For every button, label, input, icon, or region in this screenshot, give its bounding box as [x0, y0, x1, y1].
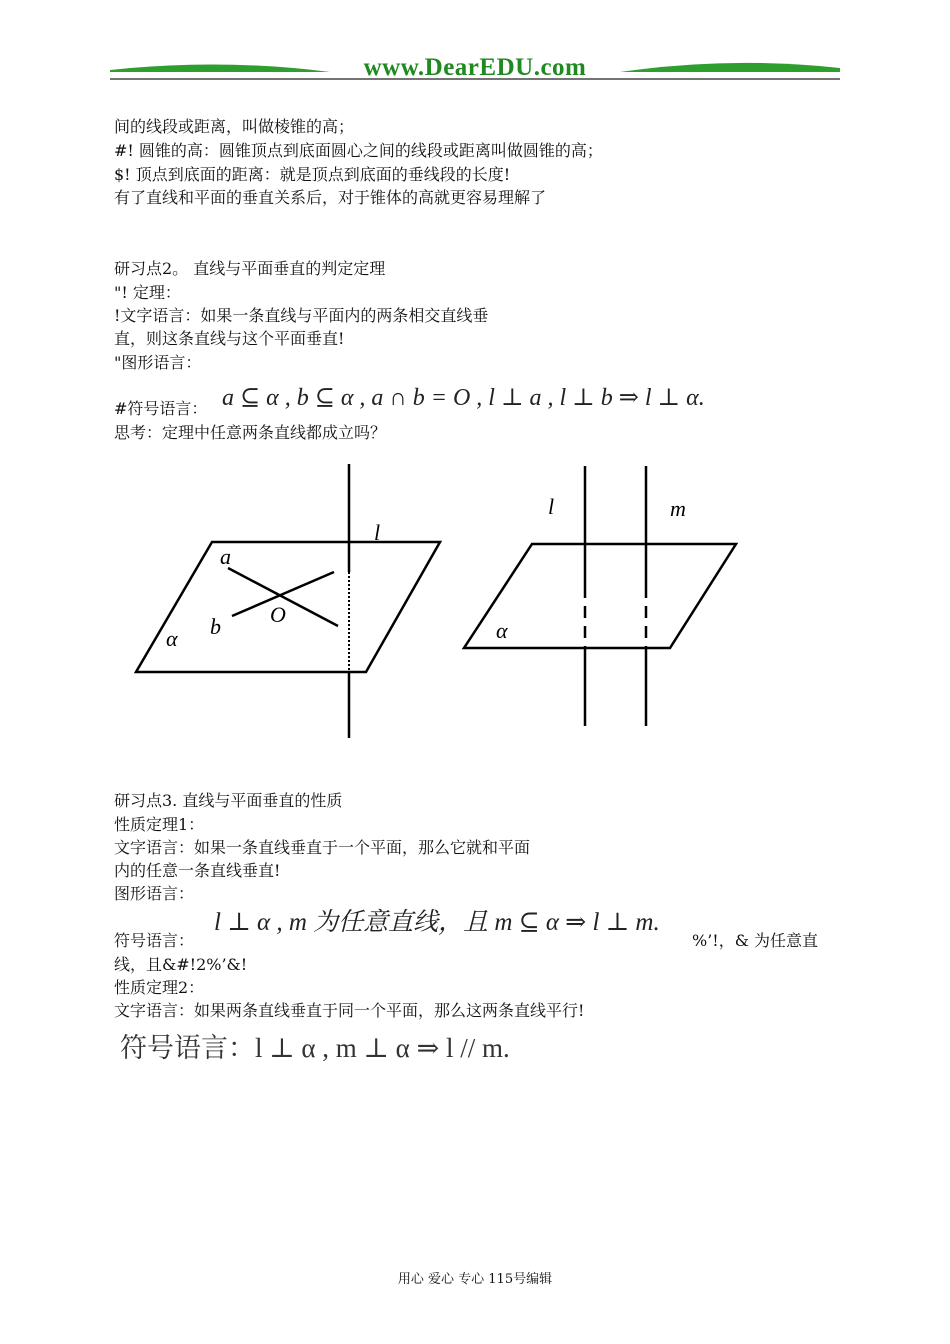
text-line: "! 定理：	[114, 283, 181, 302]
section-title: 研习点3. 直线与平面垂直的性质	[114, 791, 343, 810]
page-footer: 用心 爱心 专心 115号编辑	[397, 1272, 553, 1287]
formula: a ⊆ α , b ⊆ α , a ∩ b = O , l ⊥ a , l ⊥ b ⇒ l ⊥ α.	[222, 385, 705, 411]
text-line: "图形语言：	[114, 353, 202, 372]
text-line: !文字语言：如果一条直线与平面内的两条相交直线垂	[114, 306, 489, 325]
text-line: $! 顶点到底面的距离：就是顶点到底面的垂线段的长度!	[114, 165, 511, 184]
text-line: %’!，& 为任意直	[692, 931, 819, 950]
figure-right	[460, 462, 746, 730]
text-line: 符号语言：	[114, 931, 195, 950]
text-line: 内的任意一条直线垂直!	[114, 861, 281, 880]
label-alpha: α	[496, 618, 508, 643]
label-a: a	[220, 544, 231, 569]
text-line: 性质定理2：	[114, 978, 205, 997]
label-b: b	[210, 614, 221, 639]
text-line: #! 圆锥的高：圆锥顶点到底面圆心之间的线段或距离叫做圆锥的高；	[114, 141, 603, 160]
text-line: 图形语言：	[114, 884, 195, 903]
text-line: 文字语言：如果一条直线垂直于一个平面，那么它就和平面	[114, 838, 531, 857]
text-line: 间的线段或距离，叫做棱锥的高；	[114, 117, 355, 136]
figure-left	[130, 460, 450, 742]
section-title: 研习点2。 直线与平面垂直的判定定理	[114, 259, 386, 278]
text-line: 线，且&#!2%’&!	[114, 955, 248, 974]
text-line: 性质定理1：	[114, 815, 205, 834]
text-line: 文字语言：如果两条直线垂直于同一个平面，那么这两条直线平行!	[114, 1001, 585, 1020]
text-line: 思考：定理中任意两条直线都成立吗？	[114, 423, 387, 442]
page-header	[110, 48, 840, 88]
label-m: m	[670, 496, 686, 521]
text-line: #符号语言：	[114, 399, 208, 418]
formula: l ⊥ α , m 为任意直线，且 m ⊆ α ⇒ l ⊥ m.	[214, 909, 660, 936]
label-O: O	[270, 602, 286, 627]
label-alpha: α	[166, 626, 178, 651]
label-l: l	[548, 494, 555, 519]
site-brand[interactable]: www.DearEDU.com	[363, 54, 587, 81]
label-l: l	[374, 520, 381, 545]
text-line: 有了直线和平面的垂直关系后，对于锥体的高就更容易理解了	[114, 188, 547, 207]
formula: 符号语言：l ⊥ α , m ⊥ α ⇒ l // m.	[120, 1033, 510, 1063]
text-line: 直，则这条直线与这个平面垂直!	[114, 329, 345, 348]
